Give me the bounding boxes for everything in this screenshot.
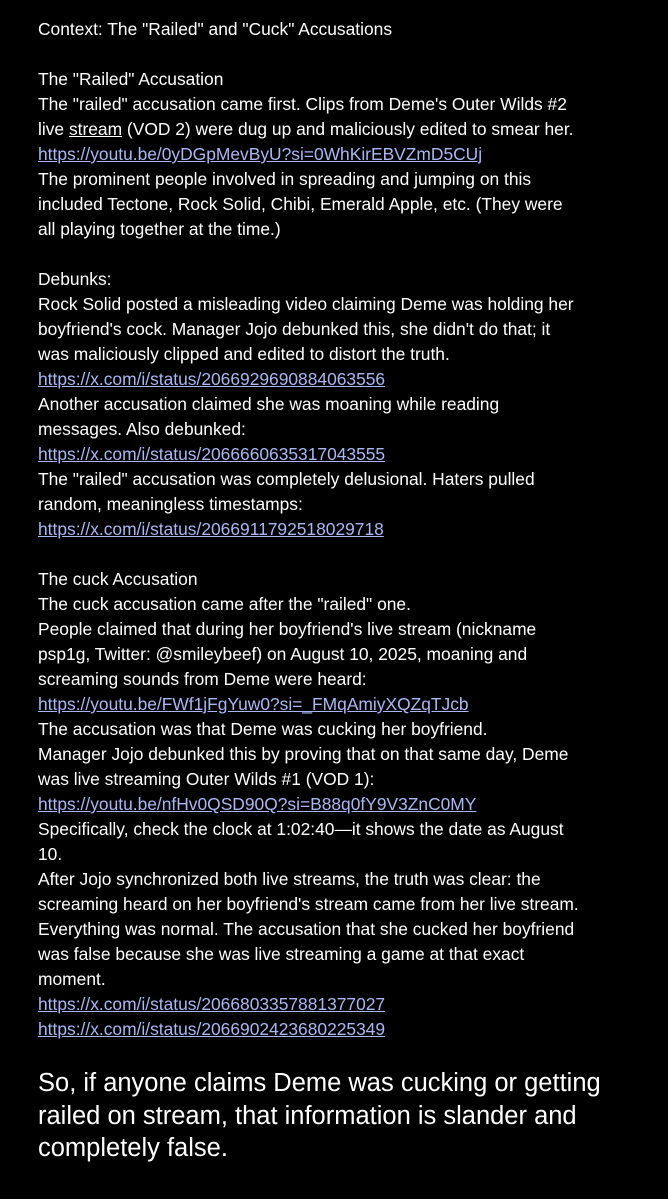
railed-text-line: The "railed" accusation came first. Clips from Deme's Outer Wilds #2 [38,94,567,114]
cuck-text-line: 10. [38,844,63,864]
cuck-text-line: psp1g, Twitter: @smileybeef) on August 10, 2025, moaning and [38,644,528,664]
cuck-text-line: People claimed that during her boyfriend's live stream (nickname [38,619,537,639]
cuck-heading: The cuck Accusation [38,569,198,589]
boyfriend-stream-link[interactable]: https://youtu.be/FWf1jFgYuw0?si=_FMqAmiyXQZqTJcb [38,694,469,714]
cuck-text-line: The accusation was that Deme was cucking her boyfriend. [38,719,488,739]
cuck-text-line: moment. [38,969,106,989]
debunk-link-1[interactable]: https://x.com/i/status/2066929690884063556 [38,369,386,389]
debunks-text-line: The "railed" accusation was completely delusional. Haters pulled [38,469,535,489]
debunk-link-3[interactable]: https://x.com/i/status/2066911792518029718 [38,519,384,539]
debunks-heading: Debunks: [38,269,112,289]
railed-text-line [38,117,653,142]
spacer [38,242,653,267]
context-title: Context: The "Railed" and "Cuck" Accusations [38,19,393,39]
cuck-text-line: Manager Jojo debunked this by proving that on that same day, Deme [38,744,569,764]
debunks-text-line: random, meaningless timestamps: [38,494,303,514]
text-segment: live [38,119,69,139]
railed-text-line: The prominent people involved in spreading and jumping on this [38,169,532,189]
railed-heading: The "Railed" Accusation [38,69,224,89]
debunk-link-2[interactable]: https://x.com/i/status/2066660635317043555 [38,444,386,464]
cuck-text-line: The cuck accusation came after the "railed" one. [38,594,411,614]
debunks-text-line: boyfriend's cock. Manager Jojo debunked this, she didn't do that; it [38,319,551,339]
debunks-text-line: messages. Also debunked: [38,419,246,439]
status-link-1[interactable]: https://x.com/i/status/2066803357881377027 [38,994,386,1014]
cuck-text-line: After Jojo synchronized both live streams, the truth was clear: the [38,869,541,889]
cuck-text-line: was false because she was live streaming a game at that exact [38,944,525,964]
cuck-text-line: screaming sounds from Deme were heard: [38,669,367,689]
status-link-2[interactable]: https://x.com/i/status/2066902423680225349 [38,1019,386,1039]
railed-text-line: all playing together at the time.) [38,219,281,239]
text-segment: (VOD 2) were dug up and maliciously edited to smear her. [122,119,574,139]
vod1-link[interactable]: https://youtu.be/nfHv0QSD90Q?si=B88q0fY9V3ZnC0MY [38,794,477,814]
vod2-link[interactable]: https://youtu.be/0yDGpMevByU?si=0WhKirEBVZmD5CUj [38,144,483,164]
stream-link[interactable]: stream [68,119,123,139]
cuck-text-line: was live streaming Outer Wilds #1 (VOD 1): [38,769,375,789]
railed-text-line: included Tectone, Rock Solid, Chibi, Emerald Apple, etc. (They were [38,194,563,214]
closing-statement [38,1067,658,1165]
closing-line: completely false. [38,1134,228,1162]
debunks-text-line: Rock Solid posted a misleading video claiming Deme was holding her [38,294,574,314]
spacer [38,542,653,567]
cuck-text-line: screaming heard on her boyfriend's stream came from her live stream. [38,894,579,914]
debunks-text-line: Another accusation claimed she was moaning while reading [38,394,500,414]
spacer [38,42,653,67]
cuck-text-line: Specifically, check the clock at 1:02:40—it shows the date as August [38,819,564,839]
debunks-text-line: was maliciously clipped and edited to distort the truth. [38,344,450,364]
cuck-text-line: Everything was normal. The accusation that she cucked her boyfriend [38,919,575,939]
closing-line: So, if anyone claims Deme was cucking or getting [38,1069,601,1097]
document-body [38,17,653,1042]
closing-line: railed on stream, that information is slander and [38,1101,577,1130]
